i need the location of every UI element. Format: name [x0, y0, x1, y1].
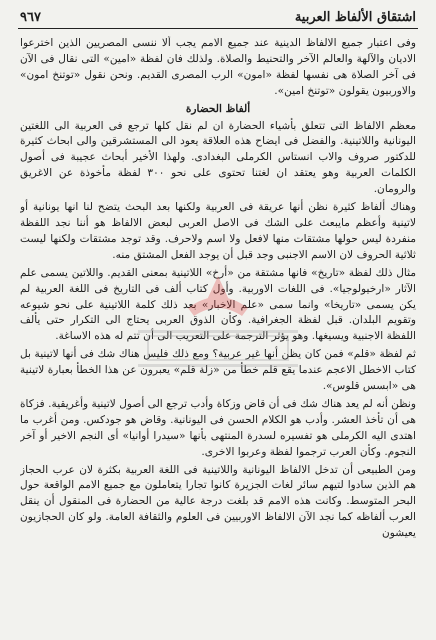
paragraph-2: معظم الالفاظ التى تتعلق بأشياء الحضارة ان لم نقل كلها ترجع فى العربية الى اللغتين اليونانية واللاتينية. والفضل فى ايضاح هذه العلاقة يعود الى المستشرقين والى ابحاث كثيرة للدكتور صروف والاب انستاس الكرملى البغدادى. ولهذا الأخير أبحاث عجيبة فى أصول الكلمات العربية وهو يعتقد ان لغتنا تحتوى على نحو ٣٠٠ لفظة مأخوذة عن الاغريق والرومان. [20, 119, 416, 196]
paragraph-4: مثال ذلك لفظة «تاريخ» فانها مشتقة من «أرخ» اللاتينية بمعنى القديم. واللاتين يسمى علم الآثار «ارخيولوجيا». فى اللغات الاوربية. وأول كتاب ألف فى التاريخ فى اللغة العربية لم يكن يسمى «تاريخا» وانما سمى «علم الاخبار» بعد ذلك كلمة اللاتينية على نحو شيوعه وتقويم البلدان. قبل لفظة الجغرافية. وكأن الذوق العربى يحتاج الى التكرار حتى يألف اللفظة الاجنبية ويسيغها. وهو يؤثر الترجمة على التعريب الى أن تتم له هذه الاساغة. [20, 266, 416, 343]
page-number: ٩٦٧ [20, 9, 41, 25]
section-heading: ألفاظ الحضارة [185, 102, 251, 115]
running-title: اشتقاق الألفاظ العربية [294, 9, 416, 25]
page-header [20, 6, 416, 28]
header-rule [18, 28, 418, 29]
page-body [20, 36, 416, 636]
paragraph-1: وفى اعتبار جميع الالفاظ الدينية عند جميع الامم يجب ألا ننسى المصريين الذين اخترعوا الاديان والآلهة والعالم الآخر والتحنيط والصلاة. ولذلك فان لفظة «امين» التى نقال فى الآن فى آخر الصلاة هى نفسها لفظة «امون» الرب المصرى القديم. ونحن نقول «توتنخ امون» والاوربيون يقولون «توتنخ امين». [20, 37, 416, 97]
paragraph-6: ونظن أنه لم يعد هناك شك فى أن قاض وزكاة وأدب ترجع الى أصول لاتينية وأغريقية. فزكاة هى أن تأخذ العشر. وأدب هو الكلام الحسن فى اليونانية. وقاض هو جودكس. ومن أغرب ما اهتدى اليه الكرملى هو تفسيره لسدرة المنتهى بأنها «سيدرا أوانيا» أى النجم الاخير أو آخر النجوم. وكأن العرب ترجموا لفظة وعربوا الاخرى. [20, 397, 416, 458]
paragraph-3: وهناك ألفاظ كثيرة نظن أنها عريقة فى العربية ولكنها بعد البحث يتضح لنا انها يونانية أو لاتينية وأعظم مايبعث على الشك فى الاصل العربى لبعض الالفاظ هو أننا نجد اللفظة منفردة ليس حولها مشتقات منها لافعل ولا اسم ولاحرف. وقد توجد مشتقات ولكنها ليست ثلاثية الحروف لان الاسم الاجنبى وجد قبل أن يوجد الفعل المشتق منه. [20, 201, 416, 261]
paragraph-7: ومن الطبيعى أن تدخل الالفاظ اليونانية واللاتينية فى اللغة العربية بكثرة لان عرب الحجاز هم الذين سادوا لتيهم سائر لغات الجزيرة كانوا تجارا يتعاملون مع جميع الامم الواقعة حول البحر المتوسط. وكانت هذه الامم قد بلغت درجة عالية من الحضارة فى المنقول أن ينقل العرب ألفاظه كما نجد الآن الالفاظ الاوربيين فى العلوم والثقافة العامة. ولو كان الحجازيون يعيشون [20, 463, 416, 540]
paragraph-5: ثم لفظة «قلم» فمن كان يظن أنها غير عربية؟ ومع ذلك فليس هناك شك فى أنها لاتينية بل كتاب الاخطل الاعجم عندما يقع قلم خطأ من «زلة قلم» يعبرون عن هذا الخطأ بعبارة لاتينية هى «ابسس قلوس». [20, 348, 416, 393]
